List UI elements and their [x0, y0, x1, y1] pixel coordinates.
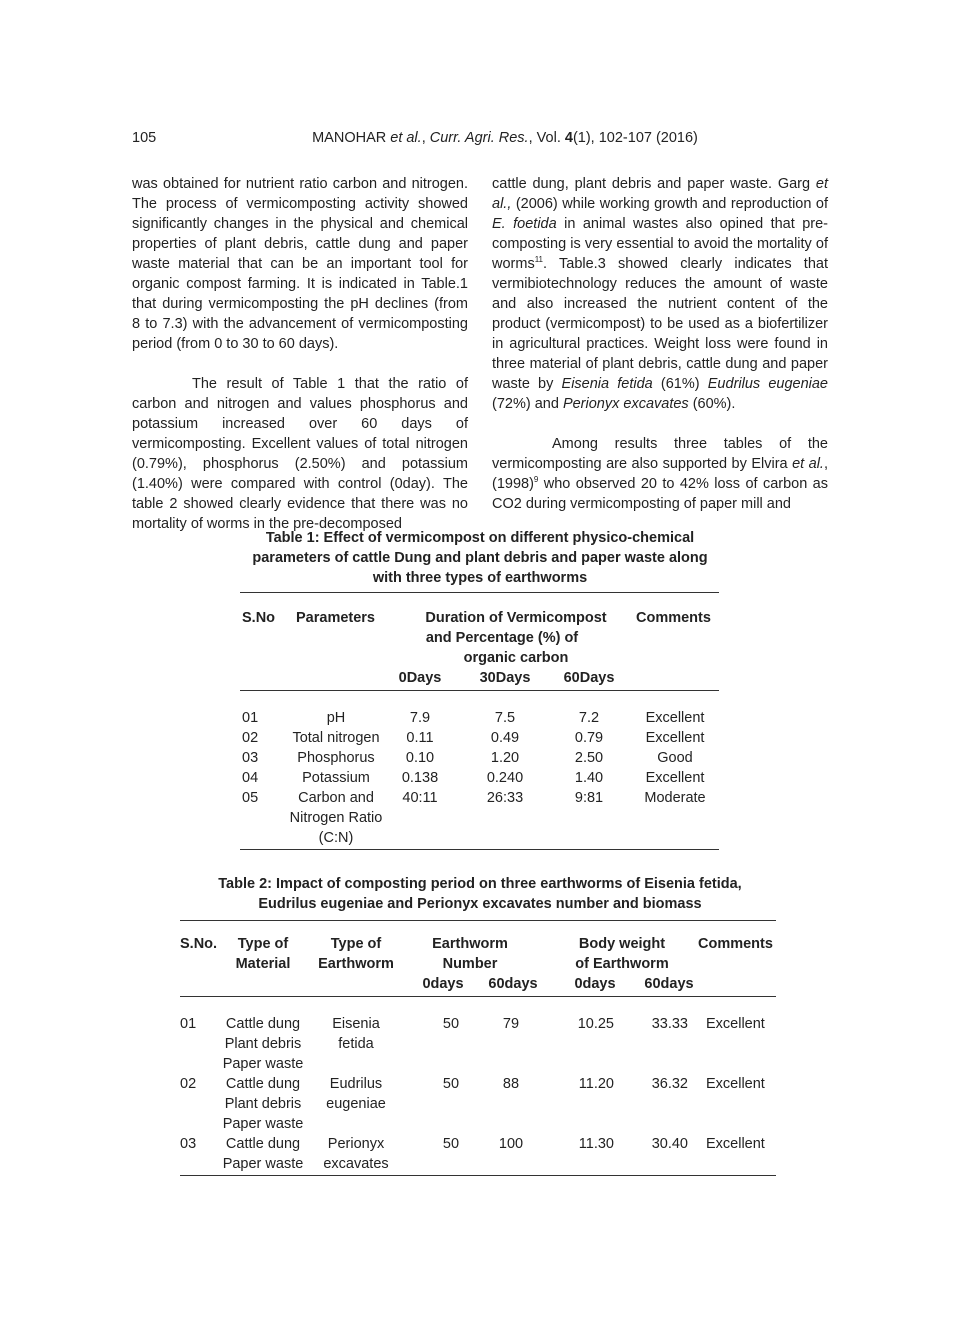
table2-caption: Table 2: Impact of composting period on three earthworms of Eisenia fetida, Eudrilus eugeniae and Perionyx excavates number and biomass [218, 876, 742, 912]
right-column [492, 174, 828, 514]
table1-cell-sno: 01 [242, 710, 259, 726]
table1-cell-comment: Excellent [645, 730, 705, 746]
table1-cell-comment: Excellent [645, 710, 705, 726]
text-line: 8 to 7.3) with the advancement of vermicomposting [132, 316, 468, 332]
table1-cell-60days: 1.40 [574, 770, 604, 786]
table1-header-sno: S.No [242, 610, 276, 626]
table2-cell-material: Cattle dung Plant debris Paper waste [222, 1016, 304, 1072]
table1-cell-parameter: Total nitrogen [292, 730, 380, 746]
citation-superscript: 9 [533, 475, 539, 485]
table2-cell-w60: 30.40 [651, 1136, 688, 1152]
table2-cell-earthworm: Eisenia fetida [332, 1016, 380, 1052]
header-vol-label: Vol. [536, 130, 561, 146]
table2-cell-n0: 50 [442, 1136, 460, 1152]
table1-cell-0days: 0.11 [406, 730, 434, 746]
table1-cell-parameter: pH [326, 710, 346, 726]
table1-header-parameters: Parameters [296, 610, 375, 626]
table2-cell-sno: 02 [180, 1076, 197, 1092]
table2-header-sno: S.No. [180, 936, 218, 952]
left-paragraph-1 [132, 174, 468, 354]
table2-cell-w60: 33.33 [651, 1016, 688, 1032]
table2-cell-w0: 11.20 [578, 1076, 614, 1092]
table2-header-comments: Comments [698, 936, 773, 952]
table1-cell-60days: 7.2 [578, 710, 600, 726]
table1-cell-comment: Moderate [644, 790, 706, 806]
header-journal: Curr. Agri. Res. [429, 130, 529, 146]
table2-cell-material: Cattle dung Plant debris Paper waste [222, 1076, 304, 1132]
table1-header-duration: Duration of Vermicompost and Percentage (%) of organic carbon [425, 610, 607, 666]
table2-cell-n60: 88 [502, 1076, 520, 1092]
table1-cell-0days: 0.138 [401, 770, 439, 786]
table1-cell-60days: 2.50 [574, 750, 604, 766]
text-line: organic compost farming. It is indicated in Table.1 [132, 276, 468, 292]
table1-cell-60days: 9:81 [574, 790, 604, 806]
table1-cell-0days: 40:11 [402, 790, 438, 806]
table1-cell-30days: 0.240 [486, 770, 524, 786]
table2-header-n0: 0days [422, 976, 464, 992]
right-paragraph-2: Among results three tables of the vermicomposting are also supported by Elvira et al., $(1998)^9$ who observed 20 to 42% loss of carbon as CO2 during vermicomposting of paper mill and [492, 436, 828, 512]
table2-cell-w0: 11.30 [578, 1136, 614, 1152]
header-issue: (1), 102-107 (2016) [572, 130, 698, 146]
text-line: properties of plant debris, cattle dung and paper [132, 236, 468, 252]
table1-cell-comment: Good [657, 750, 693, 766]
running-header: MANOHAR et al., Curr. Agri. Res., Vol. 4(1), 102-107 (2016) [312, 130, 698, 146]
table2-header-n60: 60days [488, 976, 538, 992]
header-etal: et al. [390, 130, 422, 146]
table2-header-earthworm: Type of Earthworm [318, 936, 394, 972]
table1-cell-parameter: Phosphorus [297, 750, 375, 766]
table1-cell-30days: 1.20 [490, 750, 520, 766]
table1-cell-comment: Excellent [645, 770, 705, 786]
table1-cell-0days: 7.9 [409, 710, 431, 726]
table2-top-rule [180, 920, 776, 921]
table1-cell-30days: 26:33 [486, 790, 524, 806]
table1-cell-30days: 7.5 [494, 710, 516, 726]
table1-cell-parameter: Potassium [302, 770, 370, 786]
table2-header-w0: 0days [574, 976, 616, 992]
table1-header-30days: 30Days [479, 670, 531, 686]
right-paragraph-1: cattle dung, plant debris and paper waste. Garg et al., (2006) while working growth and reproduction of E. foetida in animal wastes also opined that pre-composting is very essential to avoid the mortality of worms$^{11}$. Table.3 showed clearly indicates that vermibiotechnology reduces the amount of waste and also increased the nutrient content of the product (vermicompost) to be used as a biofertilizer in agricultural practices. Weight loss were found in three material of plant debris, cattle dung and paper waste by Eisenia fetida (61%) Eudrilus eugeniae (72%) and Perionyx excavates (60%). [492, 176, 829, 412]
table2-cell-material: Cattle dung Paper waste [222, 1136, 304, 1172]
table2-cell-n0: 50 [442, 1016, 460, 1032]
text-line: waste material that can be an important tool for [132, 256, 468, 272]
text-line: that during vermicomposting the pH declines (from [132, 296, 468, 312]
table1-cell-30days: 0.49 [490, 730, 520, 746]
header-volume: 4 [564, 130, 573, 146]
header-authors: MANOHAR [312, 130, 387, 146]
table1-cell-parameter: Carbon and Nitrogen Ratio (C:N) [289, 790, 383, 846]
table1-cell-sno: 03 [242, 750, 259, 766]
table1-top-rule [240, 592, 719, 593]
table1-header-60days: 60Days [563, 670, 615, 686]
table2-cell-comment: Excellent [706, 1136, 765, 1152]
text-line: period (from 0 to 30 to 60 days). [132, 336, 339, 352]
table1-cell-sno: 05 [242, 790, 259, 806]
left-paragraph-2: The result of Table 1 that the ratio of carbon and nitrogen and values phosphorus and potassium increased over 60 days of vermicomposting. Excellent values of total nitrogen (0.79%), phosphorus (2.50%) and potassium (1.40%) were compared with control (0day). The table 2 showed clearly evidence that there was no mortality of worms in the pre-decomposed [132, 376, 468, 532]
table1-cell-sno: 04 [242, 770, 259, 786]
table2-cell-sno: 01 [180, 1016, 197, 1032]
table2-cell-n0: 50 [442, 1076, 460, 1092]
table1-cell-60days: 0.79 [574, 730, 604, 746]
table2-cell-w0: 10.25 [577, 1016, 614, 1032]
table2-cell-comment: Excellent [706, 1076, 765, 1092]
text-line: The process of vermicomposting activity showed [132, 196, 468, 212]
table2-cell-n60: 79 [502, 1016, 520, 1032]
table1-cell-0days: 0.10 [405, 750, 435, 766]
table2-header-number: Earthworm Number [432, 936, 508, 972]
table1-header-rule [240, 690, 719, 691]
table1-caption: Table 1: Effect of vermicompost on different physico-chemical parameters of cattle Dung and plant debris and paper waste along with three types of earthworms [252, 530, 708, 586]
table2-cell-earthworm: Perionyx excavates [323, 1136, 389, 1172]
page-number: 105 [132, 130, 157, 146]
table2-header-w60: 60days [644, 976, 694, 992]
table1-bottom-rule [240, 849, 719, 850]
table2-cell-earthworm: Eudrilus eugeniae [326, 1076, 386, 1112]
text-line: significantly changes in the physical and chemical [132, 216, 468, 232]
table2-cell-sno: 03 [180, 1136, 197, 1152]
table2-header-bodyweight: Body weight of Earthworm [575, 936, 669, 972]
table1-header-0days: 0Days [398, 670, 442, 686]
table1-cell-sno: 02 [242, 730, 259, 746]
table2-bottom-rule [180, 1175, 776, 1176]
table2-cell-comment: Excellent [706, 1016, 765, 1032]
citation-superscript: 11 [534, 255, 544, 265]
table2-cell-n60: 100 [498, 1136, 524, 1152]
table2-cell-w60: 36.32 [651, 1076, 688, 1092]
table2-header-material: Type of Material [235, 936, 291, 972]
left-column [132, 174, 468, 534]
table2-header-rule [180, 996, 776, 997]
text-line: was obtained for nutrient ratio carbon and nitrogen. [132, 176, 468, 192]
table1-header-comments: Comments [636, 610, 711, 626]
